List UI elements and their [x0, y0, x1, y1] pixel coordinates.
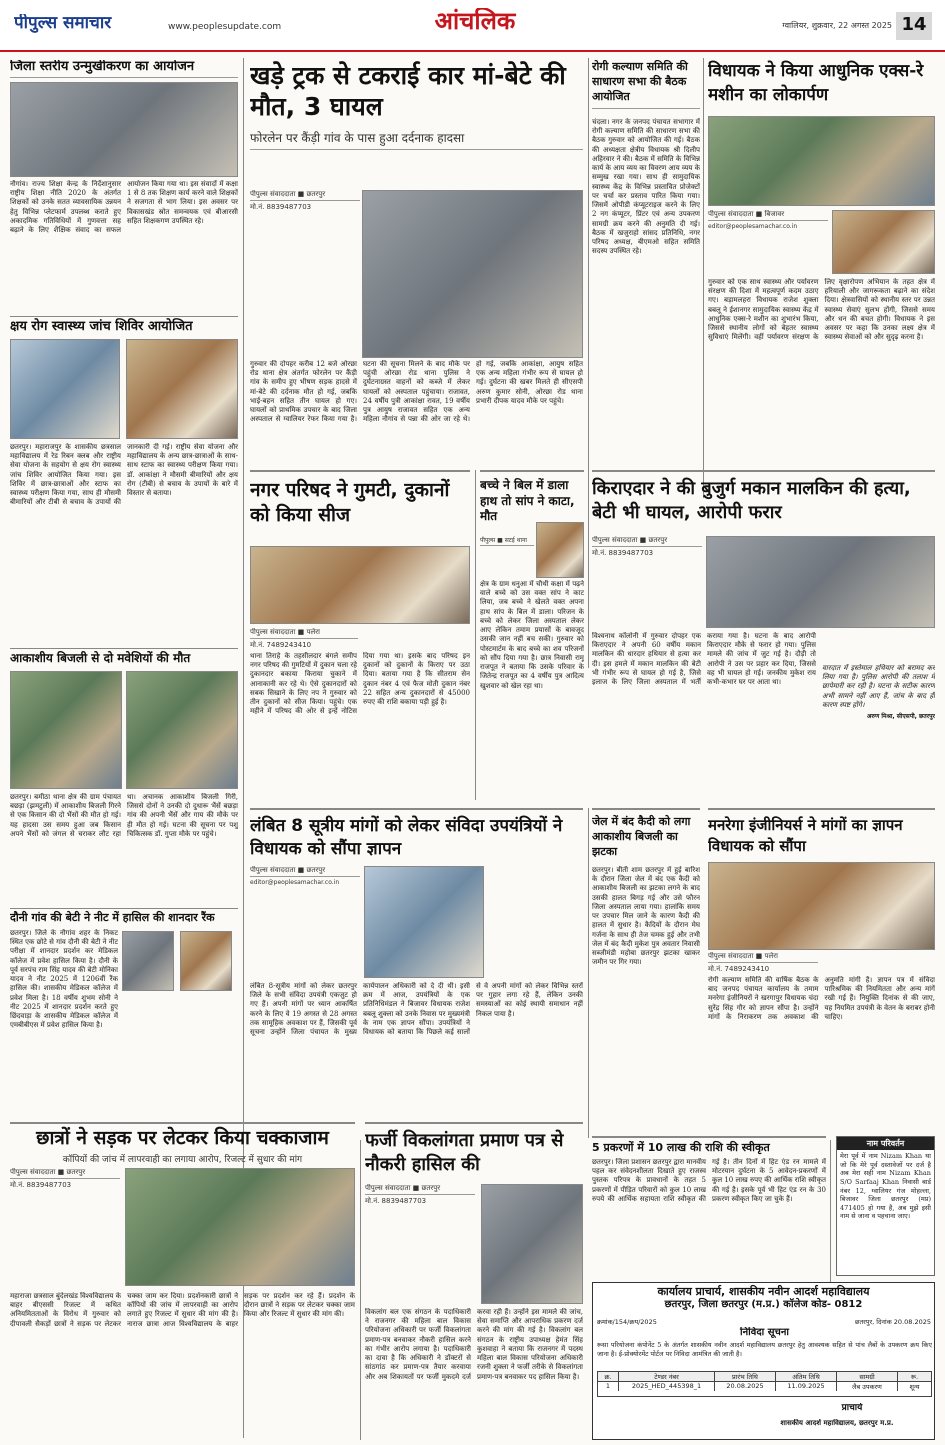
story-sub-engineers — [250, 808, 583, 1130]
story-text: थाना तिराहे के तहसीलदार बंगले समीप नगर परिषद की गुमटियों में दुकान चला रहे दुकानदार बकाया किराया चुकाने में आनाकानी कर रहे थे। ऐसे दुकानदारों को सबक सिखाने के लिए नप ने गुरुवार को तीन दुकानों को सीज किया। पहुंचे। एक महीने में परिषद की ओर से इन्हें नोटिस दिया गया था। इसके बाद परिषद इन दुकानों को दुकानों के किराए पर उठा दिया। बताया गया है कि सीतराम सेन दुकान नंबर 4 एवं फैज मोती दुकान नंबर 22 सहित अन्य दुकानदारों से 45000 रुपए की राशि बकाया पड़ी हुई है। — [250, 652, 470, 716]
story-snake-bite — [480, 470, 584, 800]
story-photo — [250, 546, 470, 624]
story-headline: नगर परिषद ने गुमटी, दुकानों को किया सीज — [250, 479, 450, 526]
story-photo — [10, 671, 122, 789]
byline: पीपुल्स संवाददाता ■ पलेरा — [708, 952, 818, 963]
story-text: गुरुवार को एक साथ स्वास्थ्य और पर्यावरण संरक्षण की दिशा में महत्वपूर्ण कदम उठाए गए। बड़ामलहरा विधायक राजेश शुक्ला बबलू ने ईशानगर सामुदायिक स्वास्थ्य केंद्र में आधुनिक एक्स-रे मशीन का शुभारंभ किया, जिससे स्थानीय लोगों को बेहतर स्वास्थ्य सुविधाएं मिलेंगी। वहीं पर्यावरण संरक्षण के लिए वृक्षारोपण अभियान के तहत क्षेत्र में हरियाली और जागरूकता बढ़ाने का संदेश दिया। क्षेत्रवासियों को स्थानीय स्तर पर उन्नत स्वास्थ्य सेवाएं सुलभ होंगी, जिससे समय और धन की बचत होगी। विधायक ने इस अवसर पर कहा कि उनका लक्ष्य क्षेत्र में स्वास्थ्य सेवाओं को और सुदृढ़ करना है। — [708, 278, 935, 342]
story-compensation — [592, 1136, 826, 1276]
byline: पीपुल्स संवाददाता ■ छतरपुर — [365, 1184, 475, 1195]
story-headline: विधायक ने किया आधुनिक एक्स-रे मशीन का लोकार्पण — [708, 61, 924, 105]
story-patient-welfare — [592, 60, 700, 465]
mobile: मो.नं. 8839487703 — [365, 1197, 427, 1205]
accident-photo — [362, 190, 583, 358]
story-text: लंबित 8-सूत्रीय मांगों को लेकर छतरपुर जिले के सभी संविदा उपयंत्री एकजुट हो गए हैं। अपनी मांगों पर ध्यान आकर्षित करने के लिए वे 19 अगस्त से 28 अगस्त तक सामूहिक अवकाश पर हैं, जिसकी पूर्व सूचना उन्होंने जिला पंचायत के मुख्य कार्यपालन अधिकारी को दे दी थी। इसी क्रम में आज, उपयंत्रियों के एक प्रतिनिधिमंडल ने बिजावर विधायक राजेश बबलू शुक्ला को उनके निवास पर मुख्यमंत्री के नाम एक ज्ञापन सौंपा। उपयंत्रियों ने विधायक को बताया कि पिछले कई सालों से वे अपनी मांगों को लेकर विभिन्न स्तरों पर गुहार लगा रहे हैं, लेकिन उनकी समस्याओं का कोई स्थायी समाधान नहीं निकल पाया है। — [250, 982, 583, 1037]
story-headline: आकाशीय बिजली से दो मवेशियों की मौत — [10, 651, 191, 665]
quote-text: वारदात में इस्तेमाल हथियार को बरामद कर लिया गया है। पुलिस आरोपी की तलाश में छापेमारी कर रही है। घटना के सटीक कारण अभी सामने नहीं आए हैं, जांच के बाद ही कारण स्पष्ट होंगे। — [822, 664, 935, 709]
tender-place: छतरपुर, जिला छतरपुर (म.प्र.) कॉलेज कोड- 0812 — [664, 1298, 863, 1310]
story-text: छतरपुर। बीती शाम छतरपुर में हुई बारिश के दौरान जिला जेल में बंद एक कैदी को आकाशीय बिजली का झटका लगने के बाद उसकी हालत बिगड़ गई और उसे फौरन जिला अस्पताल लाया गया। हालांकि समय पर उपचार मिल जाने के कारण कैदी की हालत में सुधार है। कैदियों के दौरान मेघ गर्जना के साथ ही तेज चमक हुई और तभी जेल में बंद कैदी मुकेश पुत्र अवतार निवासी सब्जीमंडी महोबा छतरपुर झटका खाकर जमीन पर गिर गया। — [592, 866, 700, 967]
mobile: मो.नं. 7489243410 — [250, 641, 312, 649]
child-photo — [536, 522, 584, 578]
story-text: महाराजा छत्रसाल बुंदेलखंड विश्वविद्यालय के बाहर बीएससी रिजल्ट में कथित अनियमितताओं के विरोध में गुरुवार को दीपावली सैकड़ों छात्रों ने सड़क पर लेटकर चक्का जाम कर दिया। प्रदर्शनकारी छात्रों ने कॉपियों की जांच में लापरवाही का आरोप लगाते हुए रिजल्ट में सुधार की मांग की है। नाराज छात्रा आज विश्वविद्यालय के बाहर सड़क पर प्रदर्शन कर रहे हैं। प्रदर्शन के दौरान छात्रों ने सड़क पर लेटकर चक्का जाम किया और रिजल्ट में सुधार की मांग की। — [10, 1292, 355, 1328]
story-photo — [10, 82, 238, 177]
story-xray-inauguration — [708, 60, 935, 465]
story-jail-lightning — [592, 808, 700, 1130]
story-headline: रोगी कल्याण समिति की साधारण सभा की बैठक आयोजित — [592, 60, 700, 109]
mobile: मो.नं. 7489243410 — [708, 965, 770, 973]
story-headline: जिला स्तरीय उन्मुखीकरण का आयोजन — [10, 60, 238, 78]
pull-quote — [822, 664, 935, 800]
col-item: सामग्री — [837, 1372, 898, 1381]
story-orientation — [10, 60, 238, 305]
story-tb-camp — [10, 316, 238, 641]
site-url[interactable]: www.peoplesupdate.com — [168, 22, 282, 32]
story-photo — [481, 1184, 583, 1304]
tender-signatory: प्राचार्य — [841, 1403, 863, 1413]
story-text: क्षेत्र के ग्राम धनुआ में चौथी कक्षा में पढ़ने वाले बच्चे को उस वक्त सांप ने काट लिया, जब बच्चे ने खेलते वक्त अपना हाथ सांप के बिल में डाला। परिजन के बच्चे को लेकर जिला अस्पताल लेकर आए लेकिन तमाम प्रयासों के बावजूद उसकी जान नहीं बच सकी। गुरुवार को पोस्टमार्टम के बाद बच्चे का शव परिजनों को सौंप दिया गया है। छात्र निवासी रामू राजपूत ने बताया कि उसके परिवार के जितेन्द्र राजपूत का 4 वर्षीय पुत्र आदित्य खुशवार को खेल रहा था। — [480, 580, 584, 690]
story-text: छतरपुर। जिला प्रशासन छतरपुर द्वारा मानवीय पहल कर संवेदनशीलता दिखाते हुए राजस्व पुस्तक परिपत्र के प्रावधानों के तहत 5 प्रकरणों में पीड़ित परिवारों को कुल 10 लाख रुपये की आर्थिक सहायता राशि स्वीकृत की गई है। तीन दिनों में हिट एंड रन मामले में मोटरयान दुर्घटना के 5 आवेदन-प्रकरणों में कुल 10 लाख रुपए की आर्थिक राशि स्वीकृत की गई है। इसके पूर्व भी हिट एंड रन के 30 प्रकरण स्वीकृत किए जा चुके हैं। — [592, 1158, 826, 1203]
story-headline: बच्चे ने बिल में डाला हाथ तो सांप ने काटा, मौत — [480, 478, 575, 524]
tender-office: कार्यालय प्राचार्य, शासकीय नवीन आदर्श महाविद्यालय — [657, 1285, 870, 1298]
story-text: विकलांग बल एक संगठन के पदाधिकारी ने राजनगर की महिला बाल विकास परियोजना अधिकारी पर फर्जी विकलांगता प्रमाण-पत्र बनवाकर नौकरी हासिल करने का गंभीर आरोप लगाया है। पदाधिकारी का दावा है कि अधिकारी ने डॉक्टरों से सांठगांठ कर प्रमाण-पत्र तैयार करवाया और अब शिकायतों पर फर्जी मुकदमे दर्ज करवा रही हैं। उन्होंने इस मामले की जांच, सेवा समाप्ति और आपराधिक प्रकरण दर्ज करने की मांग की गई है। विकलांग बल संगठन के राष्ट्रीय उपाध्यक्ष हेमंत सिंह कुशवाहा ने बताया कि राजनगर में पदस्थ महिला बाल विकास परियोजना अधिकारी रजनी शुक्ला ने फर्जी तरीके से विकलांगता प्रमाण-पत्र बनवाकर पद हासिल किया है। — [365, 1308, 583, 1381]
notice-text: मेरा पूर्व में नाम Nizam Khan था जो कि मेरे पूर्व दस्तावेजों पर दर्ज है अब मेरा सही नाम Nizam Khan S/O Sarfaaj Khan निवासी बार्ड नंबर 12, ग्वालियर गंज मोहल्ला, बिजावर जिला छतरपुर (मप्र) 471405 हो गया है, अब मुझे इसी नाम से जाना व पहचाना जाए। — [840, 1152, 931, 1221]
story-student-protest — [10, 1122, 355, 1440]
tender-notice — [592, 1282, 935, 1440]
email: editor@peoplesamachar.co.in — [708, 223, 798, 230]
story-fake-certificate — [365, 1122, 583, 1440]
story-headline: मनरेगा इंजीनियर्स ने मांगों का ज्ञापन विधायक को सौंपा — [708, 816, 903, 855]
col-start: प्रारंभ तिथि — [715, 1372, 776, 1381]
story-photo — [708, 116, 935, 206]
section-title: आंचलिक — [434, 8, 516, 35]
student-photo — [122, 931, 174, 991]
notice-title: नाम परिवर्तन — [837, 1137, 934, 1150]
story-text: नौगांव। राज्य शिक्षा केन्द्र के निर्देशानुसार राष्ट्रीय शिक्षा नीति 2020 के अंतर्गत शिक्षकों को उनके सतत व्यावसायिक उन्नयन हेतु विभिन्न प्लेटफार्म उपलब्ध कराते हुए अकादमिक गतिविधियों में गुणवत्ता सह बढ़ाने के लिए शैक्षिक संवाद का सफल आयोजन किया गया था। इस संवादों में कक्षा 1 से 8 तक शिक्षण कार्य करने वाले शिक्षकों ने सजगता से भाग लिया। इस अवसर पर विकासखंड स्रोत समन्वयक एवं बीआरसी सहित शिक्षकगण उपस्थित रहे। — [10, 180, 238, 235]
byline: पीपुल्स संवाददाता ■ छतरपुर — [250, 866, 360, 877]
table-row: 1 2025_HED_445398_1 20.08.2025 11.09.2025 लैब उपकरण शून्य — [598, 1382, 931, 1391]
story-headline: फर्जी विकलांगता प्रमाण पत्र से नौकरी हासिल की — [365, 1130, 564, 1176]
issue-date: ग्वालियर, शुक्रवार, 22 अगस्त 2025 — [782, 21, 892, 30]
story-text: चंदला। नगर के जनपद पंचायत सभागार में रोगी कल्याण समिति की साधारण सभा की बैठक गुरुवार को आयोजित की गई। बैठक की अध्यक्षता क्षेत्रीय विधायक श्री दिलीप अहिरवार ने की। बैठक में समिति के विभिन्न कार्य के आय व्यय का विवरण आय व्यय के सम्मुख रखा गया। साथ ही सामुदायिक स्वास्थ्य केंद्र के विभिन्न प्रस्तावित प्रोजेक्टों पर चर्चा कर प्रस्ताव पारित किया गया। जिसमें ओपीडी कंप्यूटराइज करने के लिए 2 नग कंप्यूटर, प्रिंटर एवं अन्य उपकरण सामग्री क्रय करने की अनुमति दी गई। बैठक में खजुराहो सांसद प्रतिनिधि, नगर परिषद अध्यक्ष, बीएमओ सहित समिति सदस्य उपस्थित रहे। — [592, 118, 700, 256]
byline: पीपुल्स संवाददाता ■ छतरपुर — [10, 1168, 120, 1179]
mobile: मो.नं. 8839487703 — [250, 203, 312, 211]
story-subheadline: फोरलेन पर कैंड़ी गांव के पास हुआ दर्दनाक हादसा — [250, 129, 583, 150]
story-text: छतरपुर। बमीठा थाना क्षेत्र की ग्राम पंचायत बछड़ा (झमटुली) में आकाशीय बिजली गिरने से एक किसान की दो भैंसों की मौत हो गई। यह हादसा उस समय हुआ जब किसान अपने भैंसों को जंगल से चराकर लौट रहा था। अचानक आकाशीय बिजली गिरी, जिससे दोनों ने उनकी दो दुधारू भैंसें बछड़ा गांव की अपनी भैंसें और गाय की मौके पर ही मौत हो गई। घटना की सूचना पर पशु चिकित्सक डॉ. गुप्ता मौके पर पहुंचे। — [10, 793, 238, 838]
byline: पीपुल्स संवाददाता ■ छतरपुर — [250, 190, 360, 201]
col-sno: क्र. — [598, 1372, 619, 1381]
byline: पीपुल्स संवाददाता ■ पलेरा — [250, 628, 358, 639]
crime-scene-photo — [706, 536, 935, 628]
table-header — [598, 1372, 931, 1382]
mobile: मो.नं. 8839487703 — [10, 1181, 72, 1189]
tender-ref: क्रमांक/154/क्रय/2025 — [597, 1318, 657, 1326]
story-subheadline: कॉपियों की जांच में लापरवाही का लगाया आरोप, रिजल्ट में सुधार की मांग — [62, 1154, 303, 1165]
story-landlady-murder — [592, 470, 935, 800]
story-text: छतरपुर। जिले के नौगांव शहर के निकट स्थित एक छोटे से गांव दौनी की बेटी ने नीट परीक्षा में शानदार प्रदर्शन कर मेडिकल कॉलेज में प्रवेश हासिल किया है। दौनी के पूर्व सरपंच राम सिंह यादव की बेटी मोनिका यादव ने नीट 2025 में 1206वीं रैंक हासिल की। शासकीय मेडिकल कॉलेज में प्रवेश मिला है। 18 वर्षीय शुभम सोनी ने नीट 2025 में शानदार प्रदर्शन करते हुए छिंदवाड़ा के शासकीय मेडिकल कॉलेज में एमबीबीएस में प्रवेश हासिल किया है। — [10, 929, 118, 1030]
story-headline: छात्रों ने सड़क पर लेटकर किया चक्काजाम — [36, 1127, 329, 1149]
masthead — [0, 0, 945, 52]
story-text: छतरपुर। महाराजपुर के शासकीय छत्रसाल महाविद्यालय में रेड रिबन क्लब और राष्ट्रीय सेवा योजना के सहयोग से क्षय रोग स्वास्थ्य जांच शिविर आयोजित किया गया। इस शिविर में छात्र-छात्राओं और स्टाफ का स्वास्थ्य परीक्षण किया गया, साथ ही मौसमी बीमारियों और टीबी से बचाव के उपायों की जानकारी दी गई। राष्ट्रीय सेवा योजना और महाविद्यालय के अन्य छात्र-छात्राओं के साथ-साथ स्टाफ का स्वास्थ्य परीक्षण किया गया। डॉ. आकांक्षा ने मौसमी बीमारियों और क्षय रोग (टीबी) से बचाव के उपायों के बारे में विस्तार से बताया। — [10, 443, 238, 507]
byline: पीपुल्स ■ सटई थाना — [480, 536, 534, 546]
mobile: मो.नं. 8839487703 — [592, 549, 654, 557]
byline: पीपुल्स संवाददाता ■ बिजावर — [708, 210, 828, 221]
tender-table — [597, 1371, 932, 1397]
col-end: अंतिम तिथि — [776, 1372, 837, 1381]
story-headline: खड़े ट्रक से टकराई कार मां-बेटे की मौत, 3 घायल — [250, 61, 566, 122]
quote-author: अरुण मिश्रा, सीएसपी, छतरपुर — [866, 713, 935, 721]
story-photo — [364, 866, 484, 978]
story-mgnrega-engineers — [708, 808, 935, 1130]
story-text-continued — [122, 994, 238, 1116]
story-text: रोगी कल्याण समिति की वार्षिक बैठक के बाद जनपद पंचायत कार्यालय के तमाम मनरेगा इंजीनियरों ने खरगापुर विधायक चंदा सुरेंद्र सिंह गौर को ज्ञापन सौंपा है। उन्होंने मांगों के निराकरण तक अवकाश की अनुमति मांगी है। ज्ञापन पत्र में संविदा पारिश्रमिक की नियमितता और अन्य मांगें रखी गई हैं। नियुक्ति दिनांक से की जाए, यह नियमित उपयंत्री के वेतन के बराबर होनी चाहिए। — [708, 976, 935, 1021]
student-photo — [180, 931, 232, 991]
story-headline: लंबित 8 सूत्रीय मांगों को लेकर संविदा उपयंत्रियों ने विधायक को सौंपा ज्ञापन — [250, 816, 563, 859]
story-council-seal — [250, 470, 470, 800]
page-number: 14 — [896, 12, 932, 40]
story-text-lead — [250, 228, 358, 300]
col-amount: रू. — [910, 1373, 919, 1381]
tender-date: छतरपुर, दिनांक 20.08.2025 — [854, 1318, 931, 1326]
tender-signatory-org: शासकीय आदर्श महाविद्यालय, छतरपुर म.प्र. — [780, 1419, 894, 1427]
story-headline: क्षय रोग स्वास्थ्य जांच शिविर आयोजित — [10, 319, 193, 334]
story-lightning-cattle — [10, 648, 238, 903]
story-headline: किराएदार ने की बुजुर्ग मकान मालकिन की हत्या, बेटी भी घायल, आरोपी फरार — [592, 478, 911, 524]
story-photo — [125, 1168, 355, 1286]
tender-title: निविदा सूचना — [740, 1327, 789, 1338]
story-photo — [10, 339, 120, 439]
paper-name: पीपुल्स समाचार — [14, 14, 112, 33]
story-headline: जेल में बंद कैदी को लगा आकाशीय बिजली का झटका — [592, 815, 691, 858]
story-photo — [832, 210, 935, 274]
tender-text: रूसा परियोजना कंपोनेंट 5 के अंतर्गत शासकीय नवीन आदर्श महाविद्यालय छतरपुर हेतु आवश्यक सहित से पांच लैबों के उपकरण क्रय किए जाना है। ई-प्रोक्योरमेंट पोर्टल पर निविदा आमंत्रित की जाती है। — [597, 1341, 932, 1358]
email: editor@peoplesamachar.co.in — [250, 879, 340, 886]
story-headline: दौनी गांव की बेटी ने नीट में हासिल की शानदार रैंक — [10, 911, 215, 924]
story-photo — [126, 339, 238, 439]
story-photo — [708, 862, 935, 950]
story-headline: 5 प्रकरणों में 10 लाख की राशि की स्वीकृत — [592, 1141, 770, 1154]
story-text: विश्वनाथ कॉलोनी में गुरुवार दोपहर एक किराएदार ने अपनी 60 वर्षीय मकान मालकिन की धारदार हथियार से हत्या कर दी। इस हमले में मकान मालकिन की बेटी भी गंभीर रूप से घायल हो गई है, जिसे इलाज के लिए जिला अस्पताल में भर्ती कराया गया है। घटना के बाद आरोपी किराएदार मौके से फरार हो गया। पुलिस मामले की जांच में जुट गई है। दौड़ी तो आरोपी ने उस पर प्रहार कर दिया, जिससे वह भी घायल हो गई। जनकीय मुकेश राय कभी-कभार घर पर आता था। — [592, 632, 816, 687]
name-change-notice — [836, 1136, 935, 1276]
story-photo — [126, 671, 238, 789]
byline: पीपुल्स संवाददाता ■ छतरपुर — [592, 536, 702, 547]
story-text: गुरुवार की दोपहर करीब 12 बजे ओरछा रोड थाना क्षेत्र अंतर्गत फोरलेन पर कैंड़ी गांव के समीप हुए भीषण सड़क हादसे में मां-बेटे की दर्दनाक मौत हो गई, जबकि भाई-बहन सहित तीन घायल हो गए। घायलों को प्राथमिक उपचार के बाद जिला अस्पताल से ग्वालियर रेफर किया गया है। घटना की सूचना मिलने के बाद मौके पर पहुंची ओरछा रोड थाना पुलिस ने दुर्घटनाग्रस्त वाहनों को कब्जे में लेकर घायलों को अस्पताल पहुंचाया। राजावत, 24 वर्षीय पुत्री आकांक्षा रावत, 19 वर्षीय पुत्र आयुष राजावत सहित एक अन्य महिला नौगांव से पन्ना की ओर जा रहे थे। हो गई, जबकि आकांक्षा, आयुष सहित एक अन्य महिला गंभीर रूप से घायल हो गई। दुर्घटना की खबर मिलते ही सीएसपी अरुण कुमार सोनी, ओरछा रोड थाना प्रभारी दीपक यादव मौके पर पहुंचे। — [250, 360, 583, 424]
col-tender-no: टेण्डर नंबर — [619, 1372, 715, 1381]
